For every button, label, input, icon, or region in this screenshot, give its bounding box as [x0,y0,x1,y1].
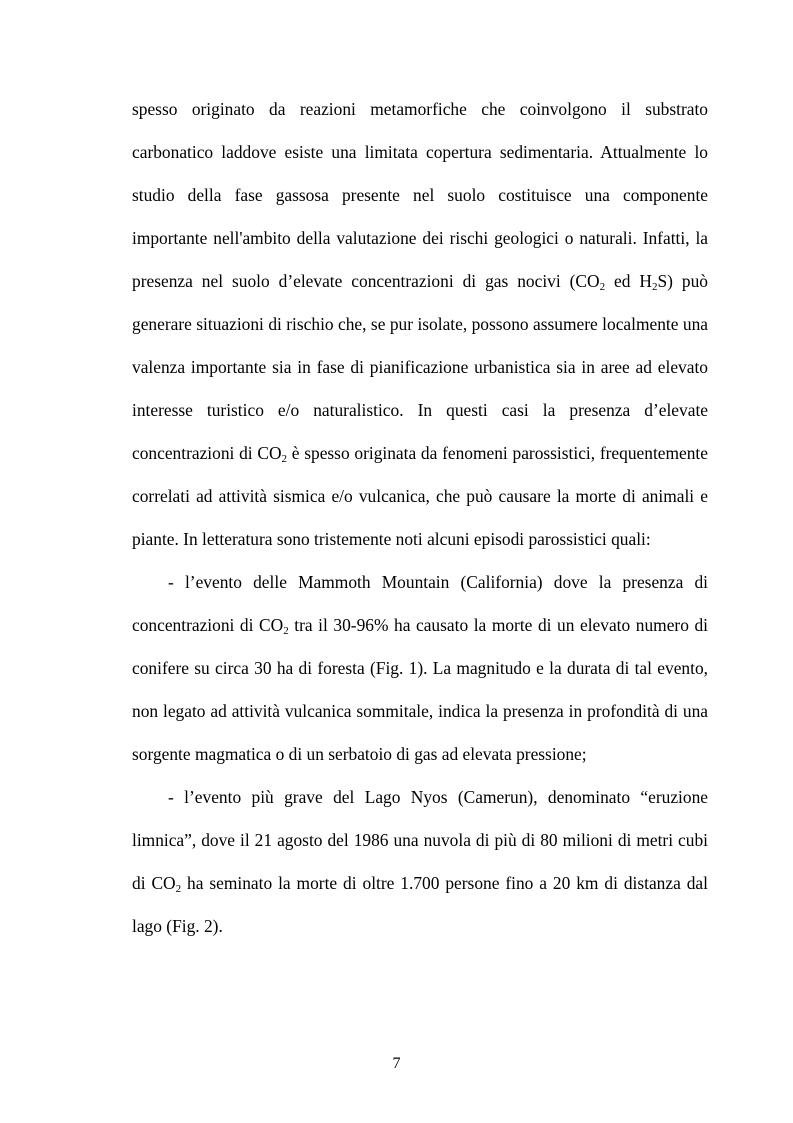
paragraph-mammoth-mountain [132,561,708,776]
subscript: 2 [283,625,289,637]
subscript: 2 [175,883,182,895]
subscript: 2 [599,281,606,293]
page-number: 7 [392,1055,401,1072]
body-text [132,88,708,948]
paragraph-lago-nyos [132,776,708,948]
text-run: S) può generare situazioni di rischio che, se pur isolate, possono assumere localmente una valenza importante sia in fase di pianificazione urbanistica sia in aree ad elevato interesse turistico e/o naturalistico. In questi casi la presenza d’elevate concentrazioni di CO [132,271,708,463]
text-run: ha seminato la morte di oltre 1.700 persone fino a 20 km di distanza dal lago (Fig. 2). [132,873,708,936]
text-run: - l’evento più grave del Lago Nyos (Camerun), denominato “eruzione limnica”, dove il 21 agosto del 1986 una nuvola di più di 80 milioni di metri cubi di CO [132,787,708,893]
text-run: è spesso originata da fenomeni parossistici, frequentemente correlati ad attività sismica e/o vulcanica, che può causare la morte di animali e piante. In letteratura sono tristemente noti alcuni episodi parossistici quali: [132,443,708,549]
subscript: 2 [651,281,658,293]
subscript: 2 [281,453,288,465]
text-run: - l’evento delle Mammoth Mountain (California) dove la presenza di concentrazioni di CO [132,572,708,635]
text-run: tra il 30-96% ha causato la morte di un elevato numero di conifere su circa 30 ha di foresta (Fig. 1). La magnitudo e la durata di tal evento, non legato ad attività vulcanica sommitale, indica la presenza in profondità di una sorgente magmatica o di un serbatoio di gas ad elevata pressione; [132,615,708,764]
text-run: spesso originato da reazioni metamorfiche che coinvolgono il substrato carbonatico laddove esiste una limitata copertura sedimentaria. Attualmente lo studio della fase gassosa presente nel suolo costituisce una componente importante nell'ambito della valutazione dei rischi geologici o naturali. Infatti, la presenza nel suolo d’elevate concentrazioni di gas nocivi (CO [132,99,708,291]
paragraph-gas-risk [132,88,708,561]
text-run: ed H [605,271,652,291]
